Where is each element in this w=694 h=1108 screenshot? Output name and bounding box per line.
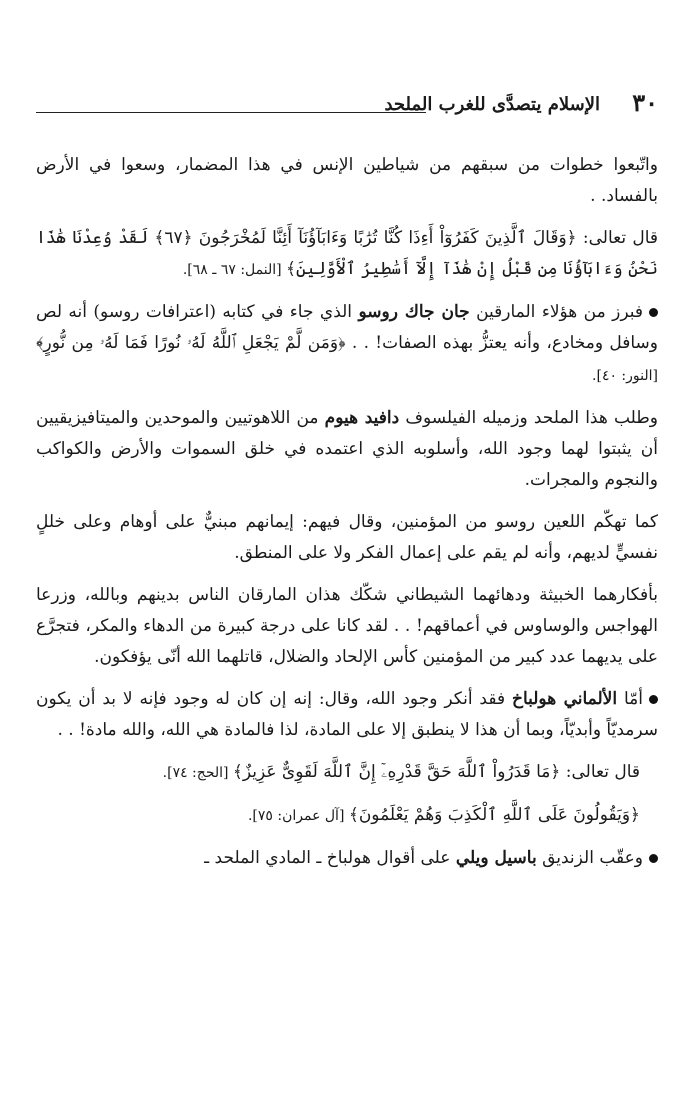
text-segment: بأفكارهما الخبيثة ودهائهما الشيطاني شكّك هذان المارقان الناس بدينهم وبالله، وزرعا الهواجس والوساوس في أعماقهم! . . لقد كانا على درجة كبيرة من الدهاء والمكر، فتجرَّع على يديهما عدد كبير من المؤمنين كأس الإلحاد والضلال، قاتلهما الله أنّى يؤفكون. bbox=[36, 585, 658, 667]
bullet-icon bbox=[649, 695, 658, 704]
text-segment: وعقّب الزنديق bbox=[536, 848, 643, 868]
verse-citation: [آل عمران: ٧٥]. bbox=[247, 808, 349, 824]
quran-verse: ﴿وَيَقُولُونَ عَلَى ٱللَّهِ ٱلْكَذِبَ وَهُمْ يَعْلَمُونَ﴾ bbox=[348, 805, 640, 825]
text-segment: قال تعالى: bbox=[576, 228, 658, 248]
text-segment: أمّا bbox=[617, 689, 643, 709]
emphasized-name: جان جاك روسو bbox=[358, 302, 470, 322]
emphasized-name: دافيد هيوم bbox=[324, 408, 400, 428]
page-header bbox=[36, 86, 658, 126]
bullet-icon bbox=[649, 854, 658, 863]
header-rule bbox=[36, 112, 426, 113]
verse-citation: [النور: ٤٠]. bbox=[592, 368, 658, 384]
page-number: ٣٠ bbox=[632, 88, 658, 117]
paragraph-p8 bbox=[36, 757, 658, 789]
emphasized-name: الألماني هولباخ bbox=[511, 689, 618, 709]
text-segment: فبرز من هؤلاء المارقين bbox=[469, 302, 643, 322]
text-segment: فقد أنكر وجود الله، وقال: إنه إن كان له وجود فإنه لا بد أن يكون سرمديّاً وأبديّاً، وبما أن هذا لا ينطبق إلا على المادة، لذا فالمادة هي الله، والله مادة! . . bbox=[36, 689, 658, 740]
paragraph-p3 bbox=[36, 297, 658, 392]
paragraph-p7 bbox=[36, 684, 658, 746]
text-segment: الذي جاء في كتابه (اعترافات روسو) أنه لص وسافل ومخادع، وأنه يعتزُّ بهذه الصفات! . . bbox=[36, 302, 658, 353]
text-segment: قال تعالى: bbox=[560, 762, 640, 782]
quran-verse: ﴿وَقَالَ ٱلَّذِينَ كَفَرُوٓاْ أَءِذَا كُنَّا تُرَٰبًا وَءَابَآؤُنَآ أَئِنَّا لَمُخْرَجُونَ ﴿٦٧﴾ لَقَدْ وُعِدْنَا هَٰذَا نَحْنُ وَءَابَآؤُنَا مِن قَبْلُ إِنْ هَٰذَآ إِلَّآ أَسَٰطِيرُ ٱلْأَوَّلِينَ﴾ bbox=[36, 228, 658, 279]
page-body bbox=[36, 150, 658, 1048]
paragraph-p5 bbox=[36, 507, 658, 569]
paragraph-p9 bbox=[36, 800, 658, 832]
text-segment: من اللاهوتيين والموحدين والميتافيزيقيين أن يثبتوا لهما وجود الله، وأسلوبه الذي اعتمده في خلق السموات والأرض والكواكب والنجوم والمجرات. bbox=[36, 408, 658, 490]
paragraph-p1 bbox=[36, 150, 658, 212]
text-segment: وطلب هذا الملحد وزميله الفيلسوف bbox=[399, 408, 658, 428]
paragraph-p4 bbox=[36, 403, 658, 496]
text-segment: كما تهكّم اللعين روسو من المؤمنين، وقال فيهم: إيمانهم مبنيٌّ على أوهام وعلى خللٍ نفسيٍّ لديهم، وأنه لم يقم على إعمال الفكر ولا على المنطق. bbox=[36, 512, 658, 563]
emphasized-name: باسيل ويلي bbox=[455, 848, 537, 868]
paragraph-p10 bbox=[36, 843, 658, 874]
paragraph-p6 bbox=[36, 580, 658, 673]
text-segment: واتّبعوا خطوات من سبقهم من شياطين الإنس في هذا المضمار، وسعوا في الأرض بالفساد. . bbox=[36, 155, 658, 206]
verse-citation: [النمل: ٦٧ ـ ٦٨]. bbox=[182, 262, 287, 278]
verse-citation: [الحج: ٧٤]. bbox=[162, 765, 233, 781]
text-segment: على أقوال هولباخ ـ المادي الملحد ـ bbox=[204, 848, 456, 868]
quran-verse: ﴿مَا قَدَرُواْ ٱللَّهَ حَقَّ قَدْرِهِۦٓ إِنَّ ٱللَّهَ لَقَوِىٌّ عَزِيزٌ﴾ bbox=[232, 762, 561, 782]
paragraph-p2 bbox=[36, 223, 658, 286]
bullet-icon bbox=[649, 308, 658, 317]
running-title: الإسلام يتصدَّى للغرب الملحد bbox=[384, 94, 600, 115]
quran-verse: ﴿وَمَن لَّمْ يَجْعَلِ ٱللَّهُ لَهُۥ نُورًا فَمَا لَهُۥ مِن نُّورٍ﴾ bbox=[36, 333, 346, 353]
